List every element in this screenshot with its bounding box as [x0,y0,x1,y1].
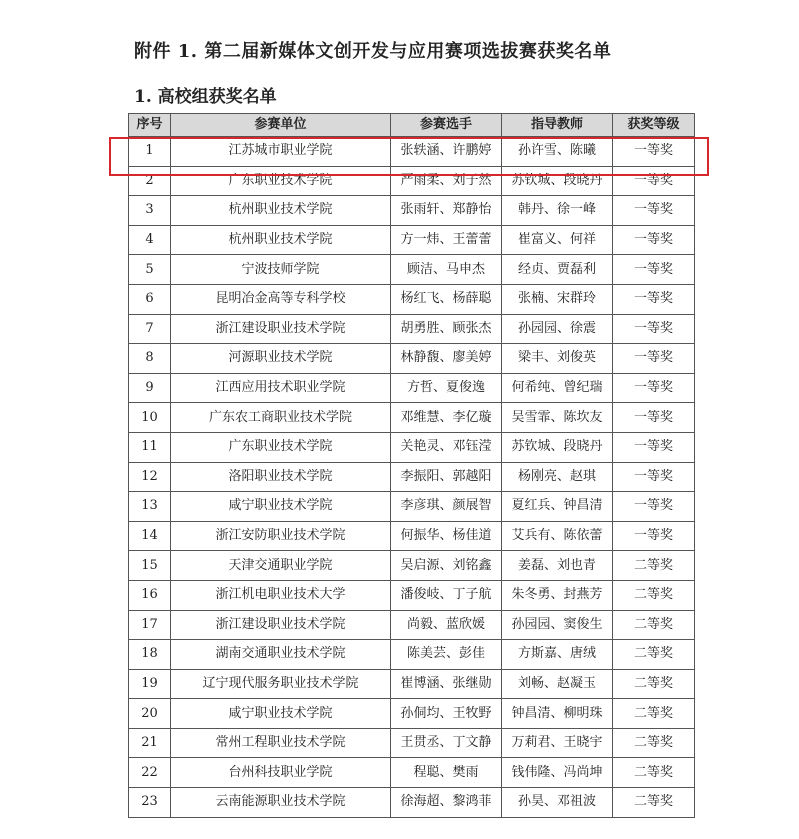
cell-contestants: 张雨轩、郑静怡 [391,196,502,226]
cell-unit: 湖南交通职业技术学院 [171,640,391,670]
cell-no: 19 [129,669,171,699]
cell-unit: 咸宁职业技术学院 [171,492,391,522]
header-cell-unit: 参赛单位 [171,114,391,137]
table-row [129,758,695,788]
header-cell-no: 序号 [129,114,171,137]
cell-unit: 洛阳职业技术学院 [171,462,391,492]
cell-teachers: 孙园园、窦俊生 [502,610,613,640]
cell-award: 一等奖 [613,284,695,314]
cell-contestants: 程聪、樊雨 [391,758,502,788]
cell-award: 一等奖 [613,137,695,167]
section-title: 1. 高校组获奖名单 [134,87,277,107]
cell-contestants: 杨红飞、杨薛聪 [391,284,502,314]
cell-no: 10 [129,403,171,433]
cell-teachers: 朱冬勇、封燕芳 [502,580,613,610]
document-title: 附件 1. 第二届新媒体文创开发与应用赛项选拔赛获奖名单 [134,41,612,62]
cell-no: 5 [129,255,171,285]
cell-contestants: 孙侗均、王牧野 [391,699,502,729]
cell-award: 一等奖 [613,196,695,226]
table-row [129,432,695,462]
cell-contestants: 顾洁、马申杰 [391,255,502,285]
cell-award: 一等奖 [613,344,695,374]
cell-no: 12 [129,462,171,492]
cell-teachers: 何希纯、曾纪瑞 [502,373,613,403]
cell-no: 7 [129,314,171,344]
cell-contestants: 李振阳、郭越阳 [391,462,502,492]
cell-award: 一等奖 [613,492,695,522]
table-row [129,610,695,640]
cell-award: 二等奖 [613,699,695,729]
cell-unit: 昆明冶金高等专科学校 [171,284,391,314]
cell-unit: 杭州职业技术学院 [171,196,391,226]
cell-teachers: 万莉君、王晓宇 [502,728,613,758]
table-row [129,403,695,433]
cell-no: 23 [129,788,171,818]
cell-unit: 浙江安防职业技术学院 [171,521,391,551]
cell-teachers: 经贞、贾磊利 [502,255,613,285]
cell-teachers: 钟昌清、柳明珠 [502,699,613,729]
table-row [129,284,695,314]
cell-unit: 江苏城市职业学院 [171,137,391,167]
cell-award: 二等奖 [613,669,695,699]
cell-no: 18 [129,640,171,670]
cell-unit: 辽宁现代服务职业技术学院 [171,669,391,699]
cell-unit: 宁波技师学院 [171,255,391,285]
cell-no: 15 [129,551,171,581]
cell-no: 8 [129,344,171,374]
cell-award: 二等奖 [613,728,695,758]
cell-contestants: 李彦琪、颜展智 [391,492,502,522]
cell-contestants: 胡勇胜、顾张杰 [391,314,502,344]
cell-teachers: 钱伟隆、冯尚坤 [502,758,613,788]
cell-award: 一等奖 [613,462,695,492]
table-row [129,580,695,610]
cell-teachers: 崔富义、何祥 [502,225,613,255]
cell-contestants: 陈美芸、彭佳 [391,640,502,670]
cell-award: 二等奖 [613,788,695,818]
cell-contestants: 徐海超、黎鸿菲 [391,788,502,818]
cell-contestants: 王贯丞、丁文静 [391,728,502,758]
cell-award: 二等奖 [613,580,695,610]
cell-award: 一等奖 [613,521,695,551]
header-cell-teachers: 指导教师 [502,114,613,137]
table-row [129,462,695,492]
cell-unit: 河源职业技术学院 [171,344,391,374]
cell-no: 16 [129,580,171,610]
header-cell-award: 获奖等级 [613,114,695,137]
cell-teachers: 方斯嘉、唐绒 [502,640,613,670]
cell-no: 22 [129,758,171,788]
cell-teachers: 梁丰、刘俊英 [502,344,613,374]
table-row [129,788,695,818]
cell-no: 3 [129,196,171,226]
cell-teachers: 杨刚亮、赵琪 [502,462,613,492]
cell-contestants: 吴启源、刘铭鑫 [391,551,502,581]
cell-teachers: 夏红兵、钟昌清 [502,492,613,522]
cell-contestants: 严雨柔、刘子然 [391,166,502,196]
cell-unit: 咸宁职业技术学院 [171,699,391,729]
cell-no: 1 [129,137,171,167]
cell-no: 4 [129,225,171,255]
cell-unit: 台州科技职业学院 [171,758,391,788]
award-table [128,113,695,818]
table-row [129,669,695,699]
cell-unit: 云南能源职业技术学院 [171,788,391,818]
table-row [129,255,695,285]
table-row [129,137,695,167]
cell-teachers: 吴雪霏、陈坎友 [502,403,613,433]
table-row [129,166,695,196]
cell-unit: 浙江建设职业技术学院 [171,314,391,344]
cell-contestants: 尚毅、蓝欣媛 [391,610,502,640]
table-row [129,640,695,670]
cell-unit: 江西应用技术职业学院 [171,373,391,403]
table-body [129,137,695,818]
cell-no: 14 [129,521,171,551]
cell-teachers: 姜磊、刘也青 [502,551,613,581]
cell-award: 一等奖 [613,225,695,255]
cell-no: 6 [129,284,171,314]
header-row [129,114,695,137]
cell-unit: 浙江机电职业技术大学 [171,580,391,610]
cell-award: 一等奖 [613,166,695,196]
cell-award: 一等奖 [613,255,695,285]
cell-contestants: 张轶涵、许鹏婷 [391,137,502,167]
table-row [129,314,695,344]
cell-contestants: 潘俊岐、丁子航 [391,580,502,610]
cell-no: 21 [129,728,171,758]
cell-unit: 杭州职业技术学院 [171,225,391,255]
cell-teachers: 韩丹、徐一峰 [502,196,613,226]
cell-contestants: 邓维慧、李亿璇 [391,403,502,433]
cell-unit: 广东职业技术学院 [171,166,391,196]
cell-teachers: 孙许雪、陈曦 [502,137,613,167]
cell-no: 20 [129,699,171,729]
cell-contestants: 方一炜、王蕾蕾 [391,225,502,255]
table-header [129,114,695,137]
cell-teachers: 孙园园、徐震 [502,314,613,344]
table-row [129,344,695,374]
cell-teachers: 刘畅、赵凝玉 [502,669,613,699]
cell-unit: 浙江建设职业技术学院 [171,610,391,640]
cell-teachers: 张楠、宋群玲 [502,284,613,314]
cell-teachers: 苏钦城、段晓丹 [502,166,613,196]
cell-contestants: 崔博涵、张继勋 [391,669,502,699]
cell-no: 13 [129,492,171,522]
cell-contestants: 何振华、杨佳道 [391,521,502,551]
table-row [129,492,695,522]
cell-contestants: 林静馥、廖美婷 [391,344,502,374]
cell-award: 一等奖 [613,373,695,403]
cell-award: 二等奖 [613,610,695,640]
cell-no: 11 [129,432,171,462]
cell-teachers: 苏钦城、段晓丹 [502,432,613,462]
cell-teachers: 艾兵有、陈依蕾 [502,521,613,551]
cell-unit: 广东职业技术学院 [171,432,391,462]
cell-no: 9 [129,373,171,403]
cell-teachers: 孙昊、邓祖波 [502,788,613,818]
cell-award: 二等奖 [613,551,695,581]
cell-contestants: 方哲、夏俊逸 [391,373,502,403]
cell-no: 2 [129,166,171,196]
table-row [129,225,695,255]
cell-unit: 天津交通职业学院 [171,551,391,581]
cell-unit: 广东农工商职业技术学院 [171,403,391,433]
cell-award: 二等奖 [613,758,695,788]
cell-award: 二等奖 [613,640,695,670]
table-row [129,373,695,403]
header-cell-contestants: 参赛选手 [391,114,502,137]
table-row [129,728,695,758]
cell-no: 17 [129,610,171,640]
table-row [129,196,695,226]
cell-award: 一等奖 [613,403,695,433]
table-row [129,521,695,551]
table-row [129,551,695,581]
table-row [129,699,695,729]
cell-unit: 常州工程职业技术学院 [171,728,391,758]
cell-award: 一等奖 [613,314,695,344]
cell-award: 一等奖 [613,432,695,462]
cell-contestants: 关艳灵、邓钰滢 [391,432,502,462]
